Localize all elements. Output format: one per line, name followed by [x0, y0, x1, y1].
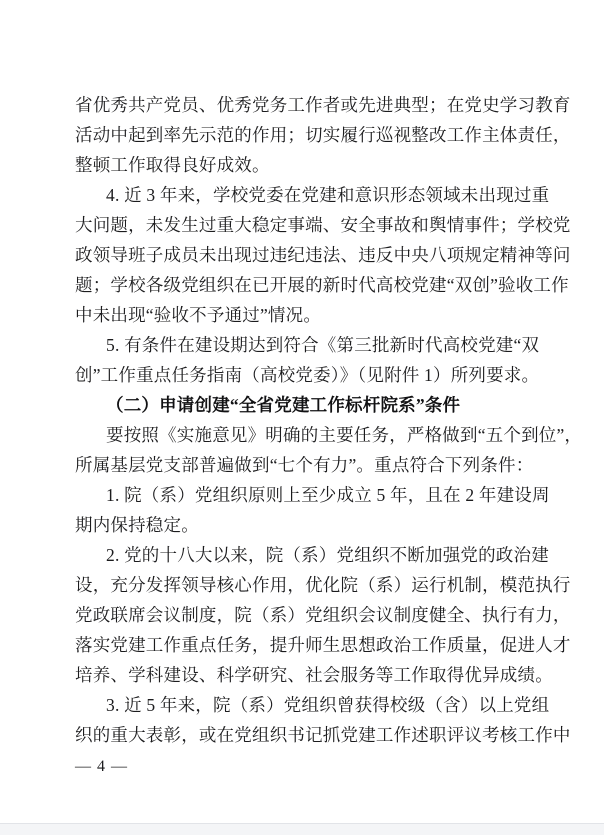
text-line: 落实党建工作重点任务，提升师生思想政治工作质量，促进人才	[75, 635, 571, 655]
text-line: 政领导班子成员未出现过违纪违法、违反中央八项规定精神等问	[75, 245, 571, 265]
text-line: 要按照《实施意见》明确的主要任务，严格做到“五个到位”，	[106, 425, 583, 445]
text-line: 期内保持稳定。	[75, 515, 199, 535]
text-line: 整顿工作取得良好成效。	[75, 155, 270, 175]
text-line: 党政联席会议制度，院（系）党组织会议制度健全、执行有力，	[75, 605, 571, 625]
page-number: — 4 —	[75, 758, 128, 775]
text-line: 2. 党的十八大以来，院（系）党组织不断加强党的政治建	[106, 545, 549, 565]
text-line: 培养、学科建设、科学研究、社会服务等工作取得优异成绩。	[75, 665, 553, 685]
section-heading: （二）申请创建“全省党建工作标杆院系”条件	[106, 395, 461, 415]
text-line: 织的重大表彰，或在党组织书记抓党建工作述职评议考核工作中	[75, 725, 571, 745]
text-line: 题；学校各级党组织在已开展的新时代高校党建“双创”验收工作	[75, 275, 569, 295]
text-line: 4. 近 3 年来，学校党委在党建和意识形态领域未出现过重	[106, 185, 550, 205]
document-body	[75, 90, 583, 750]
text-line: 1. 院（系）党组织原则上至少成立 5 年，且在 2 年建设周	[106, 485, 550, 505]
text-line: 5. 有条件在建设期达到符合《第三批新时代高校党建“双	[106, 335, 540, 355]
text-line: 3. 近 5 年来，院（系）党组织曾获得校级（含）以上党组	[106, 695, 550, 715]
viewer-bottom-bar	[0, 823, 604, 835]
text-line: 大问题，未发生过重大稳定事端、安全事故和舆情事件；学校党	[75, 215, 571, 235]
text-line: 创”工作重点任务指南（高校党委）》（见附件 1）所列要求。	[75, 365, 540, 385]
text-line: 中未出现“验收不予通过”情况。	[75, 305, 322, 325]
text-line: 省优秀共产党员、优秀党务工作者或先进典型；在党史学习教育	[75, 95, 571, 115]
text-line: 所属基层党支部普遍做到“七个有力”。重点符合下列条件：	[75, 455, 534, 475]
text-line: 设，充分发挥领导核心作用，优化院（系）运行机制，模范执行	[75, 575, 571, 595]
text-line: 活动中起到率先示范的作用；切实履行巡视整改工作主体责任，	[75, 125, 571, 145]
